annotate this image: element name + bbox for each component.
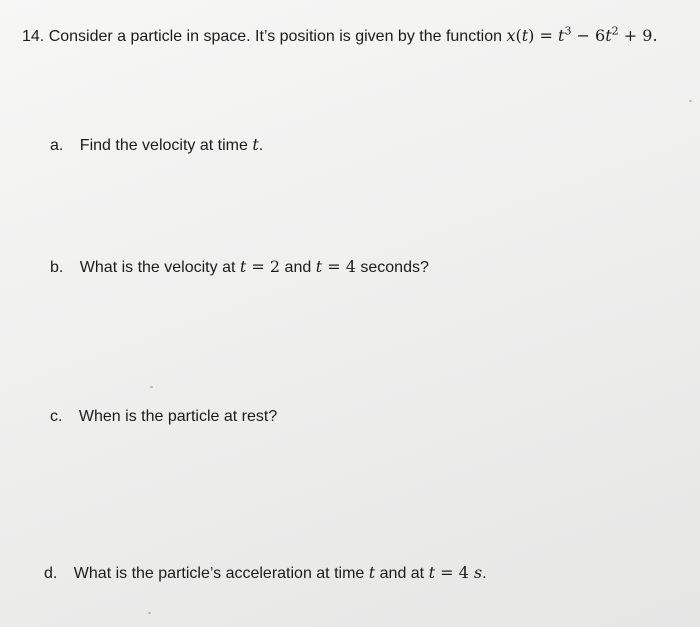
part-a: a. Find the velocity at time t. bbox=[50, 135, 264, 154]
part-a-var: t bbox=[252, 135, 259, 154]
part-b-time-2: t = 4 bbox=[315, 257, 356, 276]
paper-speck bbox=[148, 612, 151, 614]
part-c bbox=[50, 407, 277, 427]
part-c-marker: c. bbox=[50, 408, 63, 425]
part-c-text: When is the particle at rest? bbox=[78, 408, 278, 425]
question-number: 14. bbox=[22, 28, 45, 45]
paper-speck bbox=[689, 100, 692, 102]
part-b-text: What is the velocity at bbox=[79, 259, 236, 276]
position-function: $x(t) = t^3 - 6t^2 + 9$. bbox=[506, 24, 658, 45]
part-d: d. What is the particle’s acceleration at time t and at t = 4 s. bbox=[44, 563, 487, 582]
part-a-text: Find the velocity at time bbox=[79, 137, 248, 154]
part-d-time: t = 4 s bbox=[428, 563, 483, 582]
part-d-text: What is the particle’s acceleration at time bbox=[73, 565, 365, 582]
part-b-marker: b. bbox=[50, 259, 64, 276]
part-a-marker: a. bbox=[50, 137, 64, 154]
part-b-time-1: t = 2 bbox=[239, 257, 281, 276]
part-d-var: t bbox=[368, 563, 376, 582]
paper-speck bbox=[150, 386, 153, 388]
part-b: b. What is the velocity at t = 2 and t = 4 seconds? bbox=[50, 257, 429, 276]
question-14 bbox=[22, 26, 658, 47]
question-text: Consider a particle in space. It’s position is given by the function bbox=[48, 28, 502, 45]
part-d-marker: d. bbox=[44, 565, 58, 582]
